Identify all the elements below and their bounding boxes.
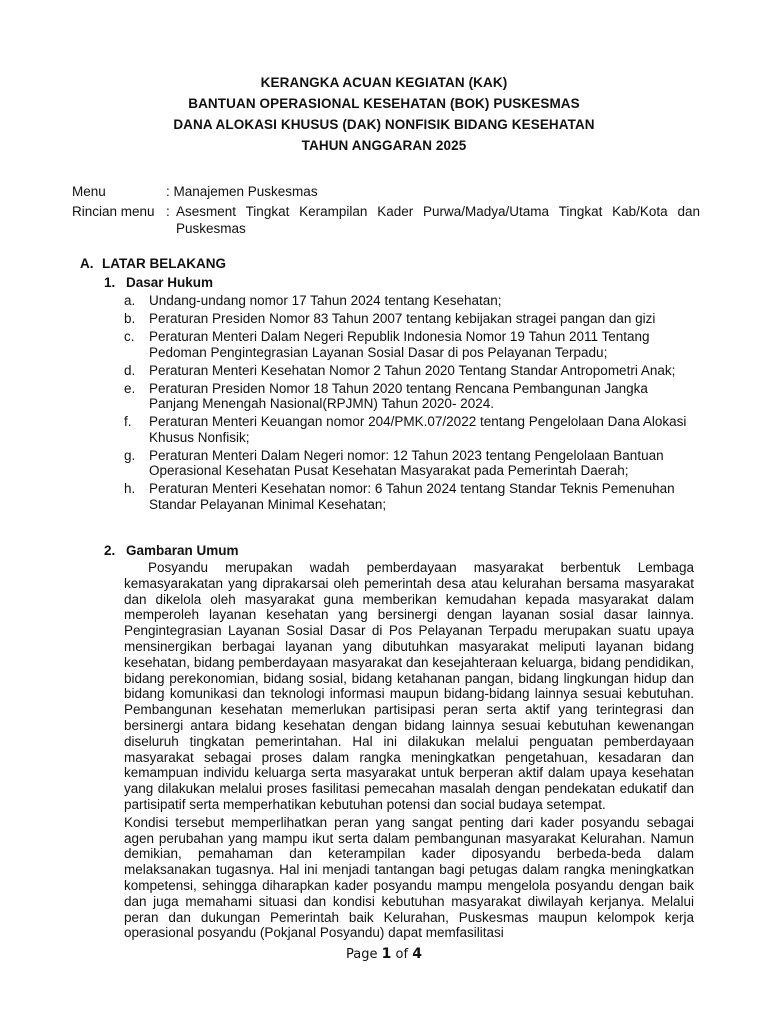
list-item-text: Peraturan Menteri Keuangan nomor 204/PMK.07/2022 tentang Pengelolaan Dana Alokasi Khusus Nonfisik;	[149, 414, 687, 445]
rincian-value: Asesment Tingkat Kerampilan Kader Purwa/Madya/Utama Tingkat Kab/Kota dan Puskesmas	[176, 204, 700, 236]
list-item-letter: f.	[124, 414, 132, 430]
list-item-text: Peraturan Menteri Dalam Negeri nomor: 12 Tahun 2023 tentang Pengelolaan Bantuan Operasional Kesehatan Pusat Kesehatan Masyarakat pada Pemerintah Daerah;	[149, 447, 664, 479]
menu-value: : Manajemen Puskesmas	[166, 184, 318, 199]
list-item-text: Peraturan Menteri Kesehatan nomor: 6 Tahun 2024 tentang Standar Teknis Pemenuhan Standar Pelayanan Minimal Kesehatan;	[149, 481, 675, 512]
list-item-text: Peraturan Menteri Kesehatan Nomor 2 Tahun 2020 Tentang Standar Antropometri Anak;	[149, 362, 676, 378]
menu-row	[72, 183, 700, 200]
list-item	[124, 481, 700, 512]
header-line-4: TAHUN ANGGARAN 2025	[301, 138, 467, 153]
list-item-text: Undang-undang nomor 17 Tahun 2024 tentang Kesehatan;	[149, 293, 502, 308]
total-page-number: 4	[412, 946, 422, 962]
menu-label: Menu	[72, 184, 106, 199]
document-header	[0, 72, 768, 156]
gambaran-umum-number: 2.	[104, 543, 116, 558]
dasar-hukum-heading	[104, 275, 213, 290]
list-item-letter: d.	[124, 362, 136, 378]
list-item-letter: a.	[124, 293, 136, 308]
header-line-1: KERANGKA ACUAN KEGIATAN (KAK)	[260, 75, 508, 90]
header-line-2: BANTUAN OPERASIONAL KESEHATAN (BOK) PUSKESMAS	[188, 96, 580, 111]
list-item	[124, 293, 700, 309]
gambaran-paragraph-1: Posyandu merupakan wadah pemberdayaan masyarakat berbentuk Lembaga kemasyarakatan yang diprakarsai oleh pemerintah desa atau kelurahan bersama masyarakat dan dikelola oleh masyarakat guna memberikan kemudahan kepada masyarakat dalam memperoleh layanan kesehatan yang bersinergi dengan layanan sosial dasar lainnya. Pengintegrasian Layanan Sosial Dasar di Pos Pelayanan Terpadu merupakan suatu upaya mensinergikan berbagai layanan yang dibutuhkan masyarakat meliputi layanan bidang kesehatan, bidang pemberdayaan masyarakat dan kesejahteraan keluarga, bidang pendidikan, bidang perekonomian, bidang sosial, bidang ketahanan pangan, bidang lingkungan hidup dan bidang komunikasi dan teknologi informasi maupun bidang-bidang lainnya sesuai kebutuhan. Pembangunan kesehatan memerlukan partisipasi peran serta aktif yang terintegrasi dan bersinergi antara bidang kesehatan dengan bidang lainnya sesuai kebutuhan kewenangan diseluruh tingkatan pemerintahan. Hal ini dilakukan melalui penguatan pemberdayaan masyarakat sebagai proses dalam rangka meningkatkan pengetahuan, kesadaran dan kemampuan individu keluarga serta masyarakat untuk berperan aktif dalam upaya kesehatan yang dilakukan melalui proses fasilitasi pemecahan masalah dengan pendekatan edukatif dan partisipatif serta memperhatikan kebutuhan potensi dan social budaya setempat.	[124, 560, 694, 812]
page-footer	[0, 946, 768, 962]
list-item	[124, 363, 700, 379]
dasar-hukum-number: 1.	[104, 275, 116, 290]
of-word: of	[395, 947, 409, 962]
list-item	[124, 329, 700, 360]
rincian-separator: :	[166, 204, 170, 219]
list-item-letter: c.	[124, 328, 135, 344]
section-a-heading	[80, 256, 226, 271]
list-item-text: Peraturan Menteri Dalam Negeri Republik Indonesia Nomor 19 Tahun 2011 Tentang Pedoman Pengintegrasian Layanan Sosial Dasar di pos Pelayanan Terpadu;	[149, 328, 650, 360]
dasar-hukum-title: Dasar Hukum	[126, 275, 214, 290]
list-item	[124, 311, 700, 327]
page-word: Page	[346, 947, 378, 962]
list-item	[124, 381, 700, 412]
gambaran-paragraph-2: Kondisi tersebut memperlihatkan peran yang sangat penting dari kader posyandu sebagai agen perubahan yang mampu ikut serta dalam pembangunan masyarakat Kelurahan. Namun demikian, pemahaman dan keterampilan kader diposyandu berbeda-beda dalam melaksanakan tugasnya. Hal ini menjadi tantangan bagi petugas dalam rangka meningkatkan kompetensi, sehingga diharapkan kader posyandu mampu mengelola posyandu dengan baik dan juga memahami situasi dan kondisi kebutuhan masyarakat diwilayah kerjanya. Melalui peran dan dukungan Pemerintah baik Kelurahan, Puskesmas maupun kelompok kerja operasional posyandu (Pokjanal Posyandu) dapat memfasilitasi	[124, 814, 694, 941]
list-item	[124, 414, 700, 445]
list-item-letter: g.	[124, 447, 136, 463]
menu-info	[72, 183, 700, 240]
list-item-letter: h.	[124, 481, 136, 497]
list-item-text: Peraturan Presiden Nomor 18 Tahun 2020 tentang Rencana Pembangunan Jangka Panjang Menengah Nasional(RPJMN) Tahun 2020- 2024.	[149, 380, 648, 412]
gambaran-umum-title: Gambaran Umum	[126, 543, 239, 558]
rincian-label: Rincian menu	[72, 204, 155, 219]
section-a-title: LATAR BELAKANG	[102, 256, 226, 271]
list-item	[124, 448, 700, 479]
list-item-letter: e.	[124, 380, 136, 396]
list-item-text: Peraturan Presiden Nomor 83 Tahun 2007 tentang kebijakan stragei pangan dan gizi	[149, 310, 656, 326]
dasar-hukum-list	[124, 293, 700, 515]
current-page-number: 1	[381, 946, 392, 962]
section-a-number: A.	[80, 256, 94, 271]
list-item-letter: b.	[124, 310, 136, 326]
rincian-row	[72, 203, 700, 237]
gambaran-umum-heading	[104, 543, 239, 558]
header-line-3: DANA ALOKASI KHUSUS (DAK) NONFISIK BIDANG KESEHATAN	[173, 117, 595, 132]
gambaran-umum-body	[124, 560, 694, 943]
